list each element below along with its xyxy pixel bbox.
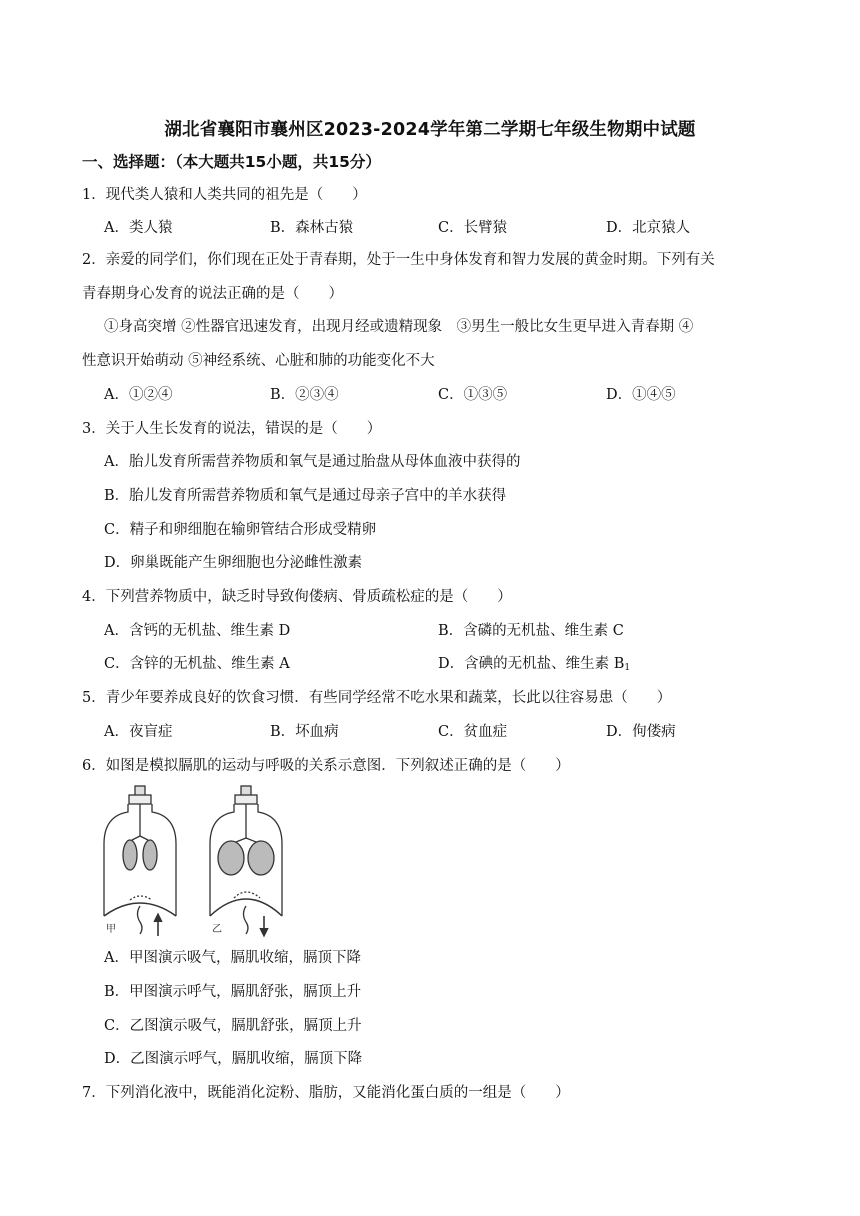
option-d[interactable]: D．北京猿人: [606, 220, 691, 236]
question-2-options: [104, 383, 754, 405]
question-3-option-d[interactable]: D．卵巢既能产生卵细胞也分泌雌性激素: [104, 555, 363, 571]
jar-jia: [104, 786, 176, 936]
question-2-stem-line1: 2．亲爱的同学们，你们现在正处于青春期，处于一生中身体发育和智力发展的黄金时期。下列有关: [82, 252, 715, 268]
option-c[interactable]: C．含锌的无机盐、维生素 A: [104, 656, 290, 672]
question-2-items-line2: 性意识开始萌动 ⑤神经系统、心脏和肺的功能变化不大: [82, 353, 435, 369]
option-b[interactable]: B．②③④: [270, 387, 339, 403]
diaphragm-model-figure: [100, 782, 290, 940]
option-a[interactable]: A．含钙的无机盐、维生素 D: [104, 623, 291, 639]
option-a[interactable]: A．夜盲症: [104, 724, 173, 740]
question-4-options-row1: [104, 619, 754, 641]
question-5-options: [104, 720, 754, 742]
question-6-option-b[interactable]: B．甲图演示呼气，膈肌舒张，膈顶上升: [104, 984, 362, 1000]
page-title: 湖北省襄阳市襄州区2023-2024学年第二学期七年级生物期中试题: [164, 120, 696, 140]
figure-label-jia: 甲: [106, 924, 116, 935]
question-1-stem: 1．现代类人猿和人类共同的祖先是（ ）: [82, 187, 367, 203]
section-heading: 一、选择题：（本大题共15小题，共15分）: [82, 153, 381, 171]
option-d-subscript: 1: [624, 663, 631, 673]
option-b[interactable]: B．含磷的无机盐、维生素 C: [438, 623, 624, 639]
question-5-stem: 5．青少年要养成良好的饮食习惯．有些同学经常不吃水果和蔬菜，长此以往容易患（ ）: [82, 690, 672, 706]
question-6-option-c[interactable]: C．乙图演示吸气，膈肌舒张，膈顶上升: [104, 1018, 362, 1034]
bell-jar-diagram: [100, 782, 290, 940]
question-4-stem: 4．下列营养物质中，缺乏时导致佝偻病、骨质疏松症的是（ ）: [82, 589, 512, 605]
question-6-option-a[interactable]: A．甲图演示吸气，膈肌收缩，膈顶下降: [104, 950, 361, 966]
figure-label-yi: 乙: [212, 924, 222, 935]
option-b[interactable]: B．坏血病: [270, 724, 339, 740]
option-d[interactable]: [438, 652, 630, 673]
question-3-stem: 3．关于人生长发育的说法，错误的是（ ）: [82, 421, 382, 437]
question-6-stem: 6．如图是模拟膈肌的运动与呼吸的关系示意图．下列叙述正确的是（ ）: [82, 758, 570, 774]
option-c[interactable]: C．长臂猿: [438, 220, 508, 236]
question-2-stem-line2: 青春期身心发育的说法正确的是（ ）: [82, 286, 343, 302]
option-a[interactable]: A．类人猿: [104, 220, 173, 236]
question-3-option-a[interactable]: A．胎儿发育所需营养物质和氧气是通过胎盘从母体血液中获得的: [104, 454, 521, 470]
option-d-text: D．含碘的无机盐、维生素 B: [438, 656, 625, 672]
option-a[interactable]: A．①②④: [104, 387, 173, 403]
option-c[interactable]: C．①③⑤: [438, 387, 508, 403]
question-3-option-c[interactable]: C．精子和卵细胞在输卵管结合形成受精卵: [104, 522, 377, 538]
option-d[interactable]: D．佝偻病: [606, 724, 676, 740]
question-6-option-d[interactable]: D．乙图演示呼气，膈肌收缩，膈顶下降: [104, 1051, 363, 1067]
jar-yi: [210, 786, 282, 936]
option-b[interactable]: B．森林古猿: [270, 220, 354, 236]
option-c[interactable]: C．贫血症: [438, 724, 508, 740]
question-3-option-b[interactable]: B．胎儿发育所需营养物质和氧气是通过母亲子宫中的羊水获得: [104, 488, 507, 504]
question-1-options: [104, 216, 754, 238]
question-4-options-row2: [104, 652, 754, 674]
question-2-items-line1: ①身高突增 ②性器官迅速发育，出现月经或遗精现象 ③男生一般比女生更早进入青春期 ④: [104, 319, 694, 335]
question-7-stem: 7．下列消化液中，既能消化淀粉、脂肪，又能消化蛋白质的一组是（ ）: [82, 1085, 570, 1101]
option-d[interactable]: D．①④⑤: [606, 387, 676, 403]
